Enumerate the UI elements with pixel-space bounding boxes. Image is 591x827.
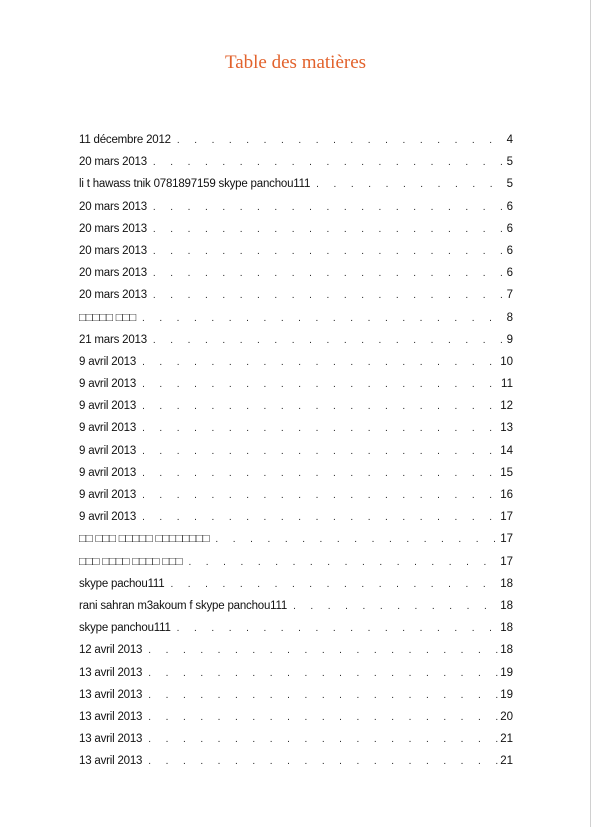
toc-entry-label: 13 avril 2013 <box>79 755 143 768</box>
dot-leader <box>142 352 498 373</box>
toc-entry[interactable] <box>79 129 513 151</box>
dot-leader <box>170 574 498 595</box>
toc-entry-page-number: 16 <box>500 489 513 501</box>
toc-entry-label: 9 avril 2013 <box>79 444 137 457</box>
dot-leader <box>148 729 498 750</box>
toc-entry-page-number: 18 <box>500 622 513 635</box>
toc-entry-label: 20 mars 2013 <box>79 244 147 257</box>
dot-leader <box>142 507 498 528</box>
toc-entry[interactable] <box>79 395 513 417</box>
toc-entry-page-number: 6 <box>506 222 513 235</box>
toc-entry-page-number: 12 <box>500 400 513 413</box>
dot-leader <box>142 418 498 439</box>
toc-entry[interactable] <box>79 262 513 284</box>
dot-leader <box>177 130 505 151</box>
toc-entry-label: 9 avril 2013 <box>79 355 137 368</box>
toc-entry-page-number: 18 <box>500 644 513 657</box>
toc-entry-page-number: 13 <box>500 422 513 435</box>
toc-entry-page-number: 21 <box>500 733 513 746</box>
toc-entry-label: □□□□□ □□□ <box>79 311 136 324</box>
dot-leader <box>148 751 498 772</box>
dot-leader <box>142 441 498 462</box>
page-title: Table des matières <box>224 52 367 73</box>
dot-leader <box>188 552 498 573</box>
toc-entry-page-number: 6 <box>506 200 513 213</box>
toc-entry-label: 13 avril 2013 <box>79 733 143 746</box>
toc-entry-page-number: 21 <box>500 755 513 768</box>
dot-leader <box>215 529 498 550</box>
toc-entry[interactable] <box>79 173 513 195</box>
toc-entry-label: 20 mars 2013 <box>79 200 147 213</box>
dot-leader <box>153 263 505 284</box>
toc-entry[interactable] <box>79 639 513 661</box>
toc-entry-page-number: 19 <box>500 666 513 679</box>
toc-entry[interactable] <box>79 151 513 173</box>
toc-entry-label: 9 avril 2013 <box>79 489 137 501</box>
toc-entry-page-number: 11 <box>501 378 513 391</box>
toc-entry-page-number: 5 <box>506 178 513 191</box>
dot-leader <box>142 308 505 329</box>
toc-entry[interactable] <box>79 617 513 639</box>
toc-entry-page-number: 4 <box>506 134 513 146</box>
dot-leader <box>142 463 498 484</box>
dot-leader <box>293 596 498 617</box>
dot-leader <box>153 241 505 262</box>
dot-leader <box>153 330 505 351</box>
toc-entry[interactable] <box>79 484 513 506</box>
toc-entry-label: 20 mars 2013 <box>79 289 147 302</box>
toc-entry-label: 9 avril 2013 <box>79 378 137 391</box>
toc-entry[interactable] <box>79 218 513 240</box>
toc-entry-label: 20 mars 2013 <box>79 222 147 235</box>
toc-entry-label: 12 avril 2013 <box>79 644 143 657</box>
toc-entry[interactable] <box>79 417 513 439</box>
toc-entry-page-number: 18 <box>500 577 513 590</box>
toc-entry-label: 20 mars 2013 <box>79 156 147 169</box>
toc-entry[interactable] <box>79 551 513 573</box>
dot-leader <box>148 640 498 661</box>
toc-entry[interactable] <box>79 307 513 329</box>
toc-entry-label: 9 avril 2013 <box>79 400 137 413</box>
dot-leader <box>316 174 504 195</box>
toc-entry-label: 9 avril 2013 <box>79 422 137 435</box>
toc-entry-label: li t hawass tnik 0781897159 skype panchou111 <box>79 178 311 191</box>
dot-leader <box>142 396 498 417</box>
toc-entry[interactable] <box>79 351 513 373</box>
toc-entry-page-number: 6 <box>506 267 513 280</box>
toc-entry[interactable] <box>79 528 513 550</box>
toc-entry[interactable] <box>79 706 513 728</box>
toc-entry-label: 20 mars 2013 <box>79 267 147 280</box>
dot-leader <box>142 374 499 395</box>
dot-leader <box>153 152 505 173</box>
toc-entry[interactable] <box>79 373 513 395</box>
dot-leader <box>153 219 505 240</box>
toc-entry[interactable] <box>79 329 513 351</box>
dot-leader <box>142 485 498 506</box>
toc-entry[interactable] <box>79 595 513 617</box>
toc-entry-label: rani sahran m3akoum f skype panchou111 <box>79 599 288 612</box>
toc-entry-page-number: 19 <box>500 688 513 701</box>
toc-entry-page-number: 17 <box>500 511 513 524</box>
toc-entry-page-number: 9 <box>506 333 513 346</box>
toc-entry-page-number: 14 <box>500 444 513 457</box>
toc-entry-label: skype panchou111 <box>79 622 171 635</box>
dot-leader <box>148 685 498 706</box>
toc-entry-label: □□ □□□ □□□□□ □□□□□□□□ <box>79 533 210 546</box>
toc-entry-page-number: 15 <box>500 466 513 479</box>
toc-entry-label: 11 décembre 2012 <box>79 134 171 146</box>
dot-leader <box>177 618 499 639</box>
toc-entry[interactable] <box>79 662 513 684</box>
toc-entry-page-number: 8 <box>506 311 513 324</box>
toc-entry-page-number: 17 <box>500 555 513 568</box>
toc-entry-label: 9 avril 2013 <box>79 511 137 524</box>
dot-leader <box>153 197 505 218</box>
toc-entry-label: 13 avril 2013 <box>79 666 143 679</box>
toc-entry[interactable] <box>79 684 513 706</box>
toc-entry-label: 21 mars 2013 <box>79 333 147 346</box>
toc-entry-page-number: 7 <box>506 289 513 302</box>
dot-leader <box>148 707 498 728</box>
toc-entry-label: 13 avril 2013 <box>79 710 143 723</box>
toc-entry[interactable] <box>79 506 513 528</box>
toc-entry[interactable] <box>79 440 513 462</box>
toc-entry-page-number: 6 <box>506 244 513 257</box>
dot-leader <box>153 285 505 306</box>
toc-entry-page-number: 10 <box>500 355 513 368</box>
toc-entry[interactable] <box>79 462 513 484</box>
toc-entry-label: □□□ □□□□ □□□□ □□□ <box>79 555 183 568</box>
toc-entry[interactable] <box>79 196 513 218</box>
toc-entry[interactable] <box>79 750 513 772</box>
toc-entry-page-number: 18 <box>500 599 513 612</box>
toc-entry-label: 13 avril 2013 <box>79 688 143 701</box>
table-of-contents <box>79 129 513 772</box>
toc-entry-label: skype pachou111 <box>79 577 165 590</box>
toc-entry[interactable] <box>79 728 513 750</box>
toc-entry-page-number: 5 <box>506 156 513 169</box>
toc-entry-page-number: 17 <box>500 533 513 546</box>
toc-entry[interactable] <box>79 284 513 306</box>
toc-entry-label: 9 avril 2013 <box>79 466 137 479</box>
toc-entry[interactable] <box>79 573 513 595</box>
toc-entry-page-number: 20 <box>500 710 513 723</box>
toc-entry[interactable] <box>79 240 513 262</box>
dot-leader <box>148 663 498 684</box>
